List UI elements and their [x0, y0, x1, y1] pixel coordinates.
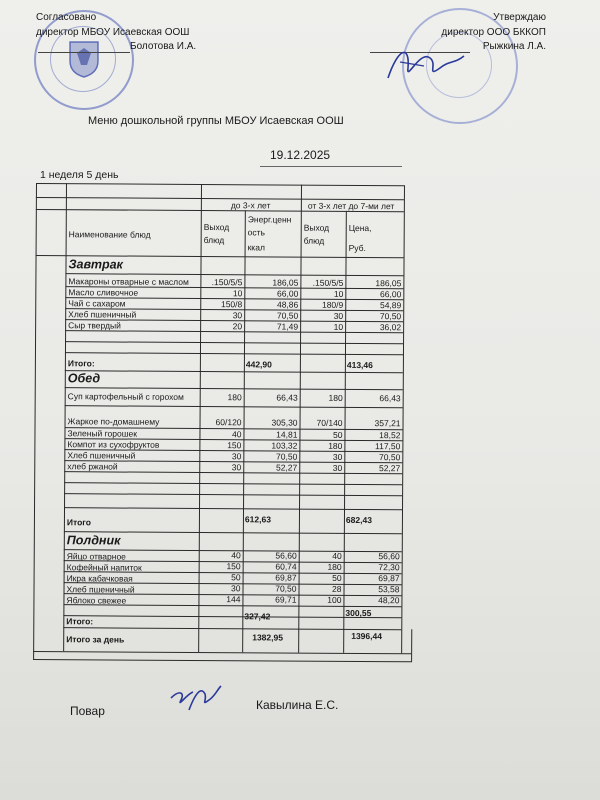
approval-right-title: Утверждаю: [493, 12, 546, 23]
dish-name: Макароны отварные с маслом: [68, 276, 189, 287]
dish-energy: 70,50: [276, 451, 298, 462]
col-header-yield-1-l2: блюд: [203, 235, 225, 246]
age-group-3-to-7: от 3-х лет до 7-ми лет: [307, 200, 395, 212]
lunch-total-energy-2: 682,43: [345, 514, 372, 526]
dish-energy: 70,50: [276, 310, 299, 321]
dish-yield-2: 50: [332, 429, 343, 440]
snack-total-energy-1: 327,42: [244, 611, 271, 622]
day-total-energy-2: 1396,44: [351, 630, 383, 642]
col-header-price-l2: Руб.: [348, 242, 366, 254]
col-header-yield-2-l1: Выход: [303, 222, 330, 233]
dish-price: 69,87: [378, 573, 400, 584]
lunch-total-energy-1: 612,63: [244, 514, 271, 525]
approval-left-name: Болотова И.А.: [130, 41, 197, 52]
dish-yield-1: 180: [227, 392, 242, 403]
dish-yield-2: 180: [328, 392, 343, 403]
approval-right-position: директор ООО БККОП: [441, 27, 546, 38]
dish-energy: 66,00: [277, 288, 299, 299]
cook-name: Кавылина Е.С.: [256, 698, 339, 712]
date-underline: [260, 166, 402, 167]
dish-yield-2: 10: [333, 321, 344, 332]
section-title-lunch: Обед: [67, 371, 101, 386]
dish-yield-1: 60/120: [215, 417, 242, 428]
dish-price: 36,02: [379, 322, 402, 333]
dish-yield-2: 30: [332, 451, 343, 462]
dish-yield-1: 20: [232, 321, 243, 332]
dish-price: 117,50: [374, 441, 401, 452]
approval-left-title: Согласовано: [36, 12, 97, 23]
menu-table: [33, 183, 414, 662]
dish-price: 52,27: [378, 463, 401, 474]
breakfast-total-energy-1: 442,90: [245, 359, 272, 370]
coat-of-arms-icon: [67, 39, 101, 79]
dish-yield-1: 150: [226, 561, 241, 572]
dish-energy: 48,86: [276, 299, 299, 310]
dish-name: Хлеб пшеничный: [67, 450, 136, 461]
col-header-energy-l1: Энерг.ценн: [247, 214, 292, 225]
dish-yield-1: 144: [226, 594, 241, 605]
dish-energy: 66,43: [276, 392, 298, 403]
dish-name: Компот из сухофруктов: [67, 439, 160, 450]
dish-name: Масло сливочное: [68, 287, 139, 298]
dish-price: 72,30: [378, 562, 400, 573]
dish-name: Хлеб пшеничный: [66, 584, 135, 595]
approval-right-name: Рыжкина Л.А.: [482, 41, 546, 52]
lunch-total-label: Итого: [66, 517, 91, 528]
document-date: 19.12.2025: [270, 148, 331, 162]
dish-yield-1: 150/8: [220, 299, 243, 310]
col-header-yield-1-l1: Выход: [203, 222, 230, 233]
dish-energy: 70,50: [275, 583, 297, 594]
dish-energy: 69,87: [275, 572, 297, 583]
section-title-snack: Полдник: [66, 533, 121, 548]
dish-energy: 60,74: [275, 561, 297, 572]
dish-yield-1: 30: [231, 462, 242, 473]
dish-yield-2: 70/140: [316, 417, 343, 428]
section-title-breakfast: Завтрак: [68, 257, 123, 272]
snack-total-energy-2: 300,55: [345, 607, 372, 619]
dish-yield-2: 180/9: [321, 299, 344, 310]
dish-price: 18,52: [379, 430, 401, 441]
approval-left-position: директор МБОУ Исаевская ООШ: [36, 27, 190, 38]
dish-yield-2: 30: [333, 310, 344, 321]
col-header-yield-2-l2: блюд: [303, 235, 325, 246]
dish-yield-1: 30: [231, 583, 241, 594]
dish-energy: 56,60: [275, 550, 297, 561]
dish-name: Суп картофельный с горохом: [67, 391, 184, 402]
col-header-energy-l2: ость: [247, 227, 266, 238]
dish-yield-1: 40: [231, 550, 241, 561]
dish-name: Яйцо отварное: [66, 551, 126, 562]
dish-energy: 14,81: [276, 429, 298, 440]
document-title: Меню дошкольной группы МБОУ Исаевская ООШ: [88, 115, 344, 127]
dish-price: 56,60: [378, 551, 400, 562]
dish-price: 70,50: [379, 311, 402, 322]
dish-price: 70,50: [379, 452, 401, 463]
dish-price: 53,58: [378, 584, 400, 595]
dish-yield-2: 50: [332, 572, 342, 583]
dish-yield-2: 100: [327, 594, 342, 605]
snack-total-label: Итого:: [66, 616, 94, 627]
dish-price: 186,05: [375, 278, 402, 289]
dish-price: 357,21: [374, 418, 401, 429]
dish-energy: 103,32: [271, 440, 298, 451]
dish-name: Жаркое по-домашнему: [67, 416, 160, 427]
dish-energy: 69,71: [275, 594, 297, 605]
dish-yield-1: 150: [227, 440, 242, 451]
dish-yield-2: 180: [327, 561, 342, 572]
cook-signature: [165, 680, 225, 720]
dish-price: 54,89: [379, 300, 402, 311]
dish-energy: 52,27: [275, 462, 298, 473]
dish-yield-1: 10: [232, 288, 243, 299]
day-total-energy-1: 1382,95: [252, 632, 283, 643]
dish-name: Сыр твердый: [68, 320, 121, 331]
dish-name: Зеленый горошек: [67, 428, 138, 439]
dish-yield-2: 40: [332, 550, 342, 561]
director-signature: [380, 38, 470, 88]
week-day-label: 1 неделя 5 день: [40, 169, 119, 181]
dish-price: 48,20: [378, 595, 400, 606]
dish-yield-1: 40: [231, 429, 242, 440]
dish-yield-1: 50: [231, 572, 241, 583]
dish-name: Яблоко свежее: [66, 595, 127, 606]
col-header-price-l1: Цена,: [348, 222, 372, 234]
dish-energy: 305,30: [271, 417, 298, 428]
dish-yield-2: 30: [332, 462, 343, 473]
dish-yield-2: .150/5/5: [312, 277, 344, 288]
dish-yield-1: 30: [231, 451, 242, 462]
dish-name: Хлеб пшеничный: [68, 309, 137, 320]
dish-yield-2: 28: [332, 583, 342, 594]
col-header-dish-name: Наименование блюд: [68, 229, 151, 240]
breakfast-total-energy-2: 413,46: [346, 359, 373, 371]
day-total-label: Итого за день: [66, 634, 125, 645]
signature-line-left: [38, 52, 130, 53]
dish-name: Икра кабачковая: [66, 573, 133, 584]
breakfast-total-label: Итого:: [67, 358, 95, 369]
dish-energy: 186,05: [272, 277, 299, 288]
left-stamp: [34, 10, 134, 110]
dish-price: 66,00: [380, 289, 402, 300]
dish-name: хлеб ржаной: [67, 461, 118, 472]
dish-yield-1: .150/5/5: [211, 277, 243, 288]
col-header-energy-l3: ккал: [247, 242, 265, 253]
dish-yield-1: 30: [232, 310, 243, 321]
dish-energy: 71,49: [276, 321, 299, 332]
dish-name: Чай с сахаром: [68, 298, 126, 309]
age-group-under-3: до 3-х лет: [230, 200, 271, 211]
cook-label: Повар: [70, 704, 105, 718]
dish-name: Кофейный напиток: [66, 562, 142, 573]
dish-yield-2: 180: [328, 440, 343, 451]
dish-yield-2: 10: [333, 288, 344, 299]
dish-price: 66,43: [379, 393, 401, 404]
